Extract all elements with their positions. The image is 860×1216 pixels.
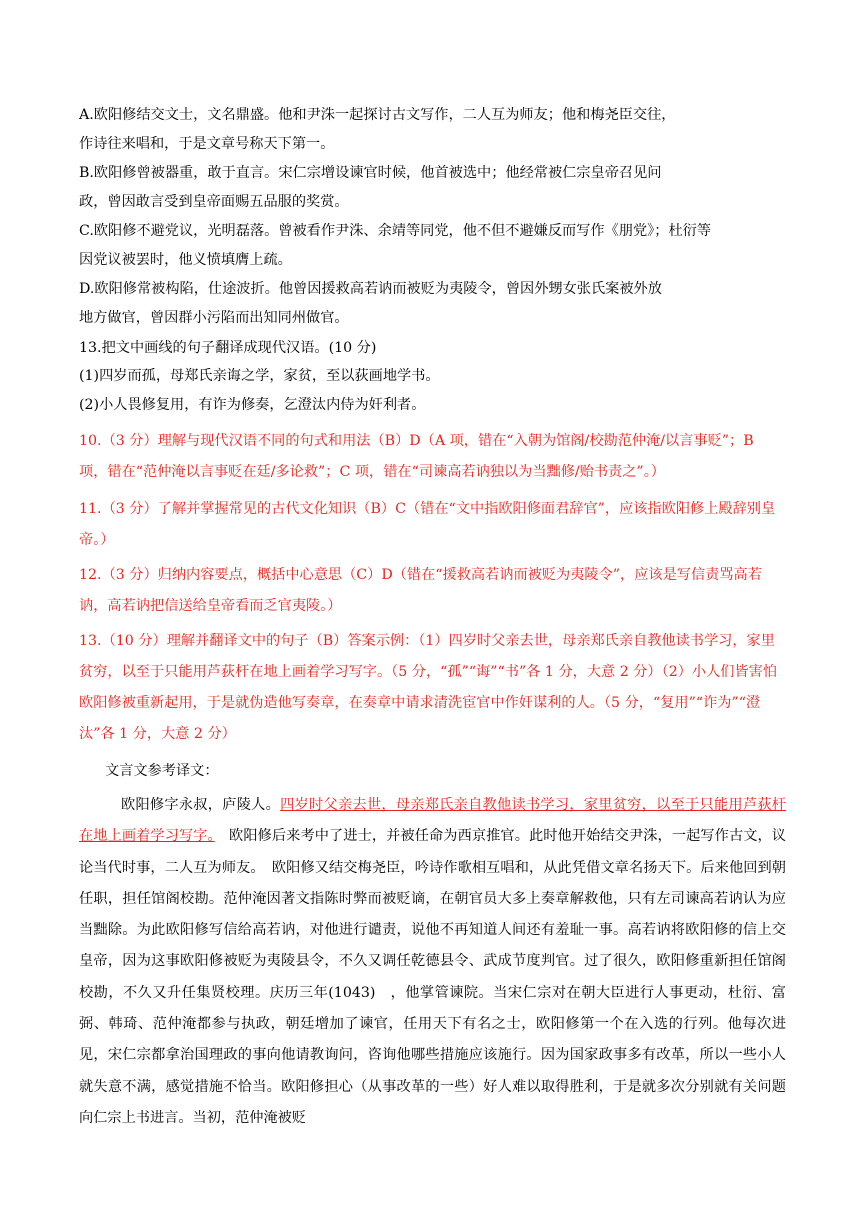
option-b-line-1: B.欧阳修曾被器重，敢于直言。宋仁宗增设谏官时候，他首被选中；他经常被仁宗皇帝召见问 [79, 165, 662, 181]
question-13-sentence-1: (1)四岁而孤，母郑氏亲诲之学，家贫，至以荻画地学书。 [79, 368, 440, 384]
question-13-sentence-2: (2)小人畏修复用，有诈为修奏，乞澄汰内侍为奸利者。 [79, 397, 426, 413]
option-d-line-1: D.欧阳修常被构陷，仕途波折。他曾因援救高若讷而被贬为夷陵令，曾因外甥女张氏案被外放 [79, 281, 662, 297]
option-a-line-2: 作诗往来唱和，于是文章号称天下第一。 [79, 136, 335, 152]
translation-underlined-sentence: 四岁时父亲去世，母亲郑氏亲自教他读书学习，家里贫穷，以至于只能用芦荻杆在地上画着学习写字。 [79, 797, 786, 845]
option-b-line-2: 政，曾因敢言受到皇帝面赐五品服的奖赏。 [79, 194, 349, 210]
answer-11: 11.（3 分）了解并掌握常见的古代文化知识（B）C（错在“文中指欧阳修面君辞官”，应该指欧阳修上殿辞别皇帝。） [79, 501, 776, 548]
option-a-line-1: A.欧阳修结交文士，文名鼎盛。他和尹洙一起探讨古文写作，二人互为师友；他和梅尧臣交往， [79, 107, 676, 123]
option-d-line-2: 地方做官，曾因群小污陷而出知同州做官。 [79, 310, 349, 326]
translation-rest: 欧阳修后来考中了进士，并被任命为西京推官。此时他开始结交尹洙，一起写作古文，议论当代时事，二人互为师友。 欧阳修又结交梅尧臣，吟诗作歌相互唱和，从此凭借文章名扬天下。后来他回到朝任职，担任馆阁校勘。范仲淹因著文指陈时弊而被贬谪，在朝官员大多上奏章解救他，只有左司谏高若讷认为应当黜除。为此欧阳修写信给高若讷，对他进行谴责，说他不再知道人间还有羞耻一事。高若讷将欧阳修的信上交皇帝，因为这事欧阳修被贬为夷陵县令，不久又调任乾德县令、武成节度判官。过了很久，欧阳修重新担任馆阁校勘，不久又升任集贤校理。庆历三年(1043) ，他掌管谏院。当宋仁宗对在朝大臣进行人事更动，杜衍、富弼、韩琦、范仲淹都参与执政，朝廷增加了谏官，任用天下有名之士，欧阳修第一个在入选的行列。他每次进见，宋仁宗都拿治国理政的事向他请教询问，咨询他哪些措施应该施行。因为国家政事多有改革，所以一些小人就失意不满，感觉措施不恰当。欧阳修担心（从事改革的一些）好人难以取得胜利，于是就多次分别就有关问题向仁宗上书进言。当初，范仲淹被贬 [79, 828, 786, 1126]
answer-13: 13.（10 分）理解并翻译文中的句子（B）答案示例：（1）四岁时父亲去世，母亲郑氏亲自教他读书学习，家里贫穷，以至于只能用芦荻杆在地上画着学习写字。（5 分，“孤”“诲”“书”各 1 分，大意 2 分）（2）小人们皆害怕欧阳修被重新起用，于是就伪造他写奏章，在奏章中请求清洗宦官中作奸谋利的人。（5 分，“复用”“诈为”“澄汰”各 1 分，大意 2 分） [79, 633, 778, 742]
option-c-line-1: C.欧阳修不避党议，光明磊落。曾被看作尹洙、余靖等同党，他不但不避嫌反而写作《朋党》；杜衍等 [79, 223, 712, 239]
question-13-title: 13.把文中画线的句子翻译成现代汉语。(10 分) [79, 340, 377, 356]
option-c-line-2: 因党议被罢时，他义愤填膺上疏。 [79, 252, 292, 268]
translation-start: 欧阳修字永叔，庐陵人。 [121, 797, 281, 813]
answer-12: 12.（3 分）归纳内容要点，概括中心意思（C）D（错在“援救高若讷而被贬为夷陵令”，应该是写信责骂高若讷，高若讷把信送给皇帝看而乏官夷陵。） [79, 567, 762, 614]
answer-10: 10.（3 分）理解与现代汉语不同的句式和用法（B）D（A 项，错在“入朝为馆阁/校勘范仲淹/以言事贬”；B 项，错在“范仲淹以言事贬在廷/多论救”；C 项，错在“司谏高若讷独以为当黜修/贻书责之”。） [79, 433, 754, 480]
translation-heading: 文言文参考译文： [105, 763, 219, 779]
translation-paragraph [79, 790, 786, 1134]
